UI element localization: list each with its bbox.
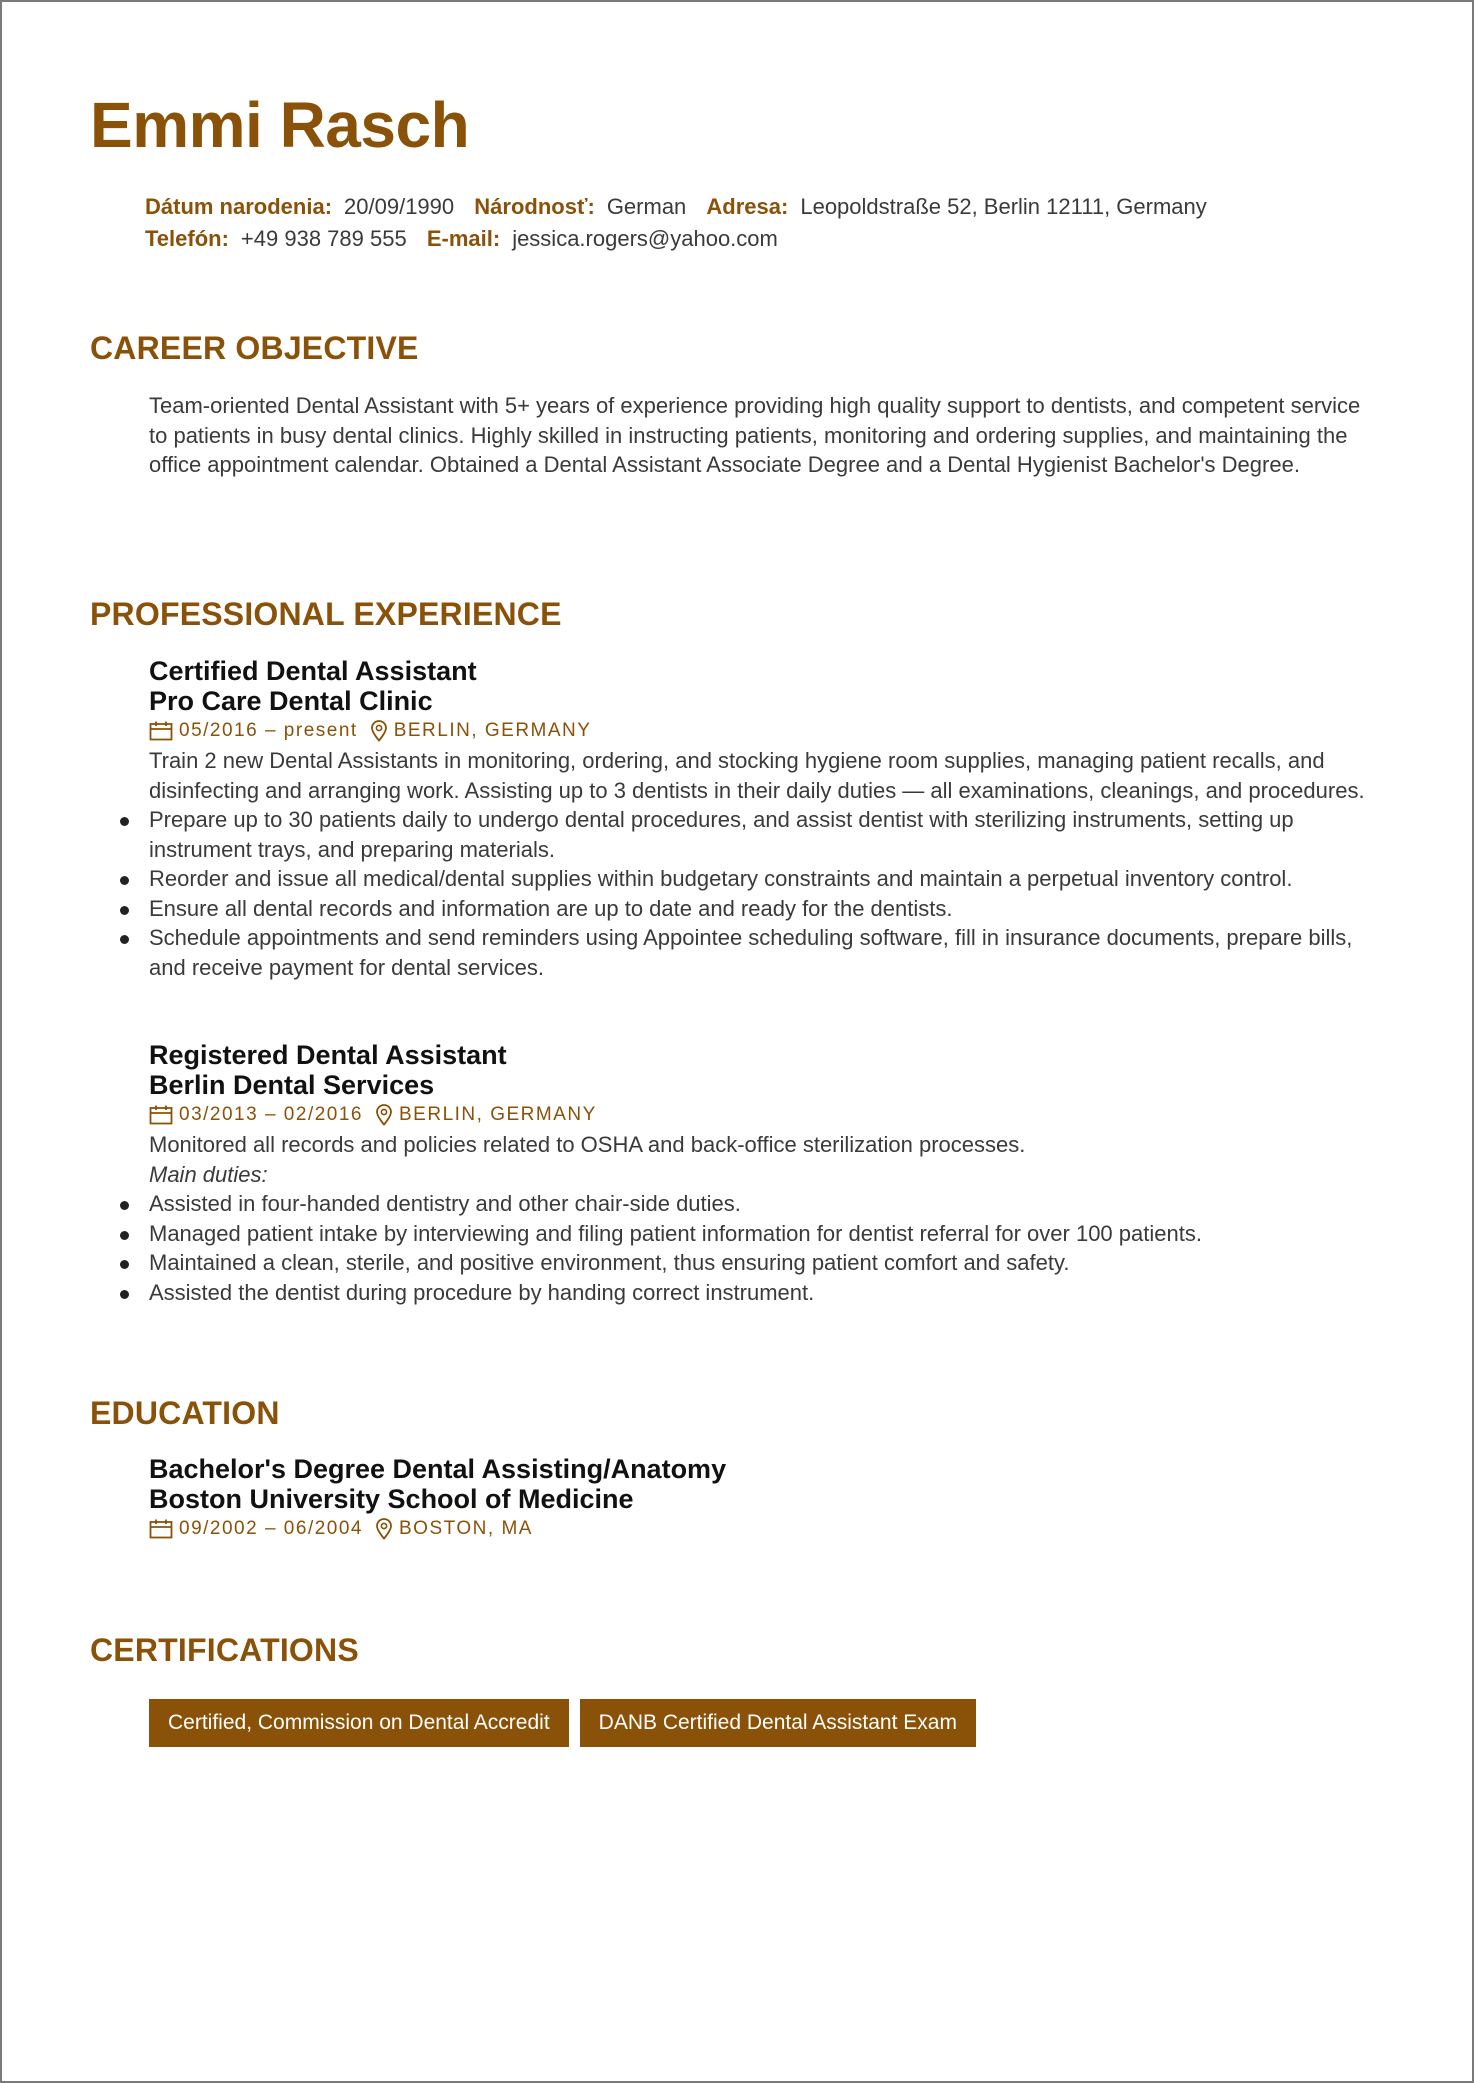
nationality-label: Národnosť: [474, 194, 595, 219]
education-meta [149, 1514, 1389, 1544]
certification-badge: DANB Certified Dental Assistant Exam [580, 1699, 976, 1747]
job-dates: 05/2016 – present [179, 720, 358, 741]
job-location: BERLIN, GERMANY [393, 720, 592, 741]
job-title: Registered Dental Assistant [149, 1040, 507, 1070]
phone-label: Telefón: [145, 226, 229, 251]
job-dates: 03/2013 – 02/2016 [179, 1104, 363, 1125]
job-meta [149, 1100, 1389, 1130]
school-name: Boston University School of Medicine [149, 1484, 634, 1514]
birth-date-label: Dátum narodenia: [145, 194, 333, 219]
career-objective-text: Team-oriented Dental Assistant with 5+ years of experience providing high quality support to dentists, and competent service to patients in busy dental clinics. Highly skilled in instructing patients, monitoring and ordering supplies, and maintaining the office appointment calendar. Obtained a Dental Assistant Associate Degree and a Dental Hygienist Bachelor's Degree. [149, 393, 1361, 477]
job-employer: Berlin Dental Services [149, 1070, 435, 1100]
email-value: jessica.rogers@yahoo.com [512, 226, 778, 251]
location-pin-icon [370, 720, 388, 742]
list-item: Managed patient intake by interviewing and filing patient information for dentist referral for over 100 patients. [149, 1219, 1389, 1249]
job-entry-1 [149, 656, 1389, 982]
duties-subheading: Main duties: [149, 1161, 268, 1187]
birth-date-value: 20/09/1990 [344, 194, 455, 219]
job-meta [149, 716, 1389, 746]
address-label: Adresa: [706, 194, 789, 219]
nationality-value: German [606, 194, 687, 219]
experience-heading: PROFESSIONAL EXPERIENCE [90, 596, 562, 632]
job-location: BERLIN, GERMANY [399, 1104, 597, 1125]
location-pin-icon [375, 1518, 393, 1540]
candidate-name: Emmi Rasch [90, 89, 470, 161]
contact-line-1 [145, 192, 1221, 222]
address-value: Leopoldstraße 52, Berlin 12111, Germany [800, 194, 1207, 219]
list-item: Assisted the dentist during procedure by handing correct instrument. [149, 1278, 1389, 1308]
list-item: Prepare up to 30 patients daily to undergo dental procedures, and assist dentist with sterilizing instruments, setting up instrument trays, and preparing materials. [149, 805, 1389, 864]
list-item: Assisted in four-handed dentistry and other chair-side duties. [149, 1189, 1389, 1219]
calendar-icon [149, 721, 173, 741]
certifications-list [149, 1699, 976, 1747]
job-entry-2 [149, 1040, 1389, 1307]
job-duties-list [149, 1189, 1389, 1307]
degree-title: Bachelor's Degree Dental Assisting/Anatomy [149, 1454, 727, 1484]
job-title: Certified Dental Assistant [149, 656, 477, 686]
phone-value: +49 938 789 555 [240, 226, 407, 251]
education-entry [149, 1454, 1389, 1544]
career-objective-heading: CAREER OBJECTIVE [90, 330, 419, 366]
location-pin-icon [375, 1104, 393, 1126]
education-heading: EDUCATION [90, 1395, 280, 1431]
job-description: Train 2 new Dental Assistants in monitoring, ordering, and stocking hygiene room supplies, managing patient recalls, and disinfecting and arranging work. Assisting up to 3 dentists in their daily duties — all examinations, cleanings, and procedures. [149, 748, 1365, 803]
list-item: Schedule appointments and send reminders using Appointee scheduling software, fill in insurance documents, prepare bills, and receive payment for dental services. [149, 923, 1389, 982]
list-item: Maintained a clean, sterile, and positive environment, thus ensuring patient comfort and safety. [149, 1248, 1389, 1278]
job-duties-list [149, 805, 1389, 982]
certifications-heading: CERTIFICATIONS [90, 1632, 359, 1668]
job-employer: Pro Care Dental Clinic [149, 686, 433, 716]
certification-badge: Certified, Commission on Dental Accredit [149, 1699, 569, 1747]
job-description: Monitored all records and policies related to OSHA and back-office sterilization processes. [149, 1132, 1026, 1157]
calendar-icon [149, 1519, 173, 1539]
calendar-icon [149, 1105, 173, 1125]
email-label: E-mail: [426, 226, 501, 251]
education-location: BOSTON, MA [399, 1518, 533, 1539]
list-item: Ensure all dental records and information are up to date and ready for the dentists. [149, 894, 1389, 924]
list-item: Reorder and issue all medical/dental supplies within budgetary constraints and maintain a perpetual inventory control. [149, 864, 1389, 894]
contact-line-2 [145, 224, 792, 254]
education-dates: 09/2002 – 06/2004 [179, 1518, 363, 1539]
